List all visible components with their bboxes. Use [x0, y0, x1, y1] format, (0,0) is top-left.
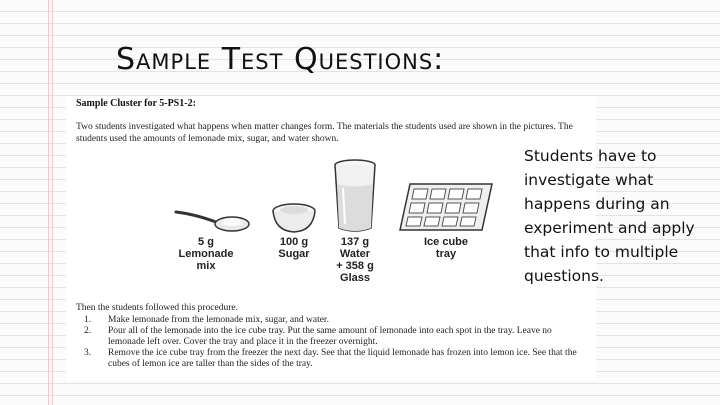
tray-caption — [406, 236, 486, 260]
amount-label: + 358 g — [336, 260, 374, 272]
notebook-margin-line — [52, 0, 53, 405]
intro-paragraph: Two students investigated what happens when matter changes form. The materials the students used are shown in the pictures. The students used the amounts of lemonade mix, sugar, and water shown. — [76, 122, 573, 144]
material-label: tray — [435, 248, 457, 260]
amount-label: 137 g — [340, 236, 370, 248]
bowl-icon — [269, 201, 319, 235]
glass-icon — [331, 158, 379, 236]
amount-label: 100 g — [279, 236, 309, 248]
material-label: mix — [196, 260, 216, 272]
procedure-step — [76, 348, 591, 370]
handwritten-note: Students have to investigate what happens during an experiment and apply that info to multiple questions. — [524, 147, 695, 285]
test-question-document — [66, 96, 596, 381]
step-number: 3. — [84, 348, 92, 358]
cluster-heading: Sample Cluster for 5-PS1-2: — [76, 98, 196, 109]
procedure-steps — [76, 315, 591, 370]
spoon-caption — [166, 236, 246, 272]
slide-title: Sample Test Questions: — [116, 42, 445, 77]
step-number: 1. — [84, 315, 92, 325]
ice-cube-tray-icon — [396, 178, 496, 238]
amount-label: 5 g — [198, 236, 214, 248]
procedure-step — [76, 326, 591, 348]
glass-caption — [318, 236, 392, 284]
materials-figure — [66, 156, 596, 301]
spoon-icon — [174, 204, 254, 236]
material-label: Water — [339, 248, 371, 260]
notebook-margin-line — [48, 0, 49, 405]
step-number: 2. — [84, 326, 92, 336]
step-text: Make lemonade from the lemonade mix, sugar, and water. — [108, 315, 329, 325]
material-label: Glass — [340, 272, 370, 284]
material-label: Ice cube — [423, 236, 469, 248]
step-text: Remove the ice cube tray from the freezer the next day. See that the liquid lemonade has frozen into lemon ice. See that the cubes of lemon ice are taller than the sides of the tray. — [108, 348, 577, 369]
material-label: Sugar — [278, 248, 310, 260]
step-text: Pour all of the lemonade into the ice cube tray. Put the same amount of lemonade into each spot in the tray. Leave no lemonade left over. Cover the tray and place it in the freezer overnight. — [108, 326, 552, 347]
procedure-step — [76, 315, 591, 326]
procedure-heading: Then the students followed this procedure. — [76, 303, 238, 313]
material-label: Lemonade — [178, 248, 234, 260]
